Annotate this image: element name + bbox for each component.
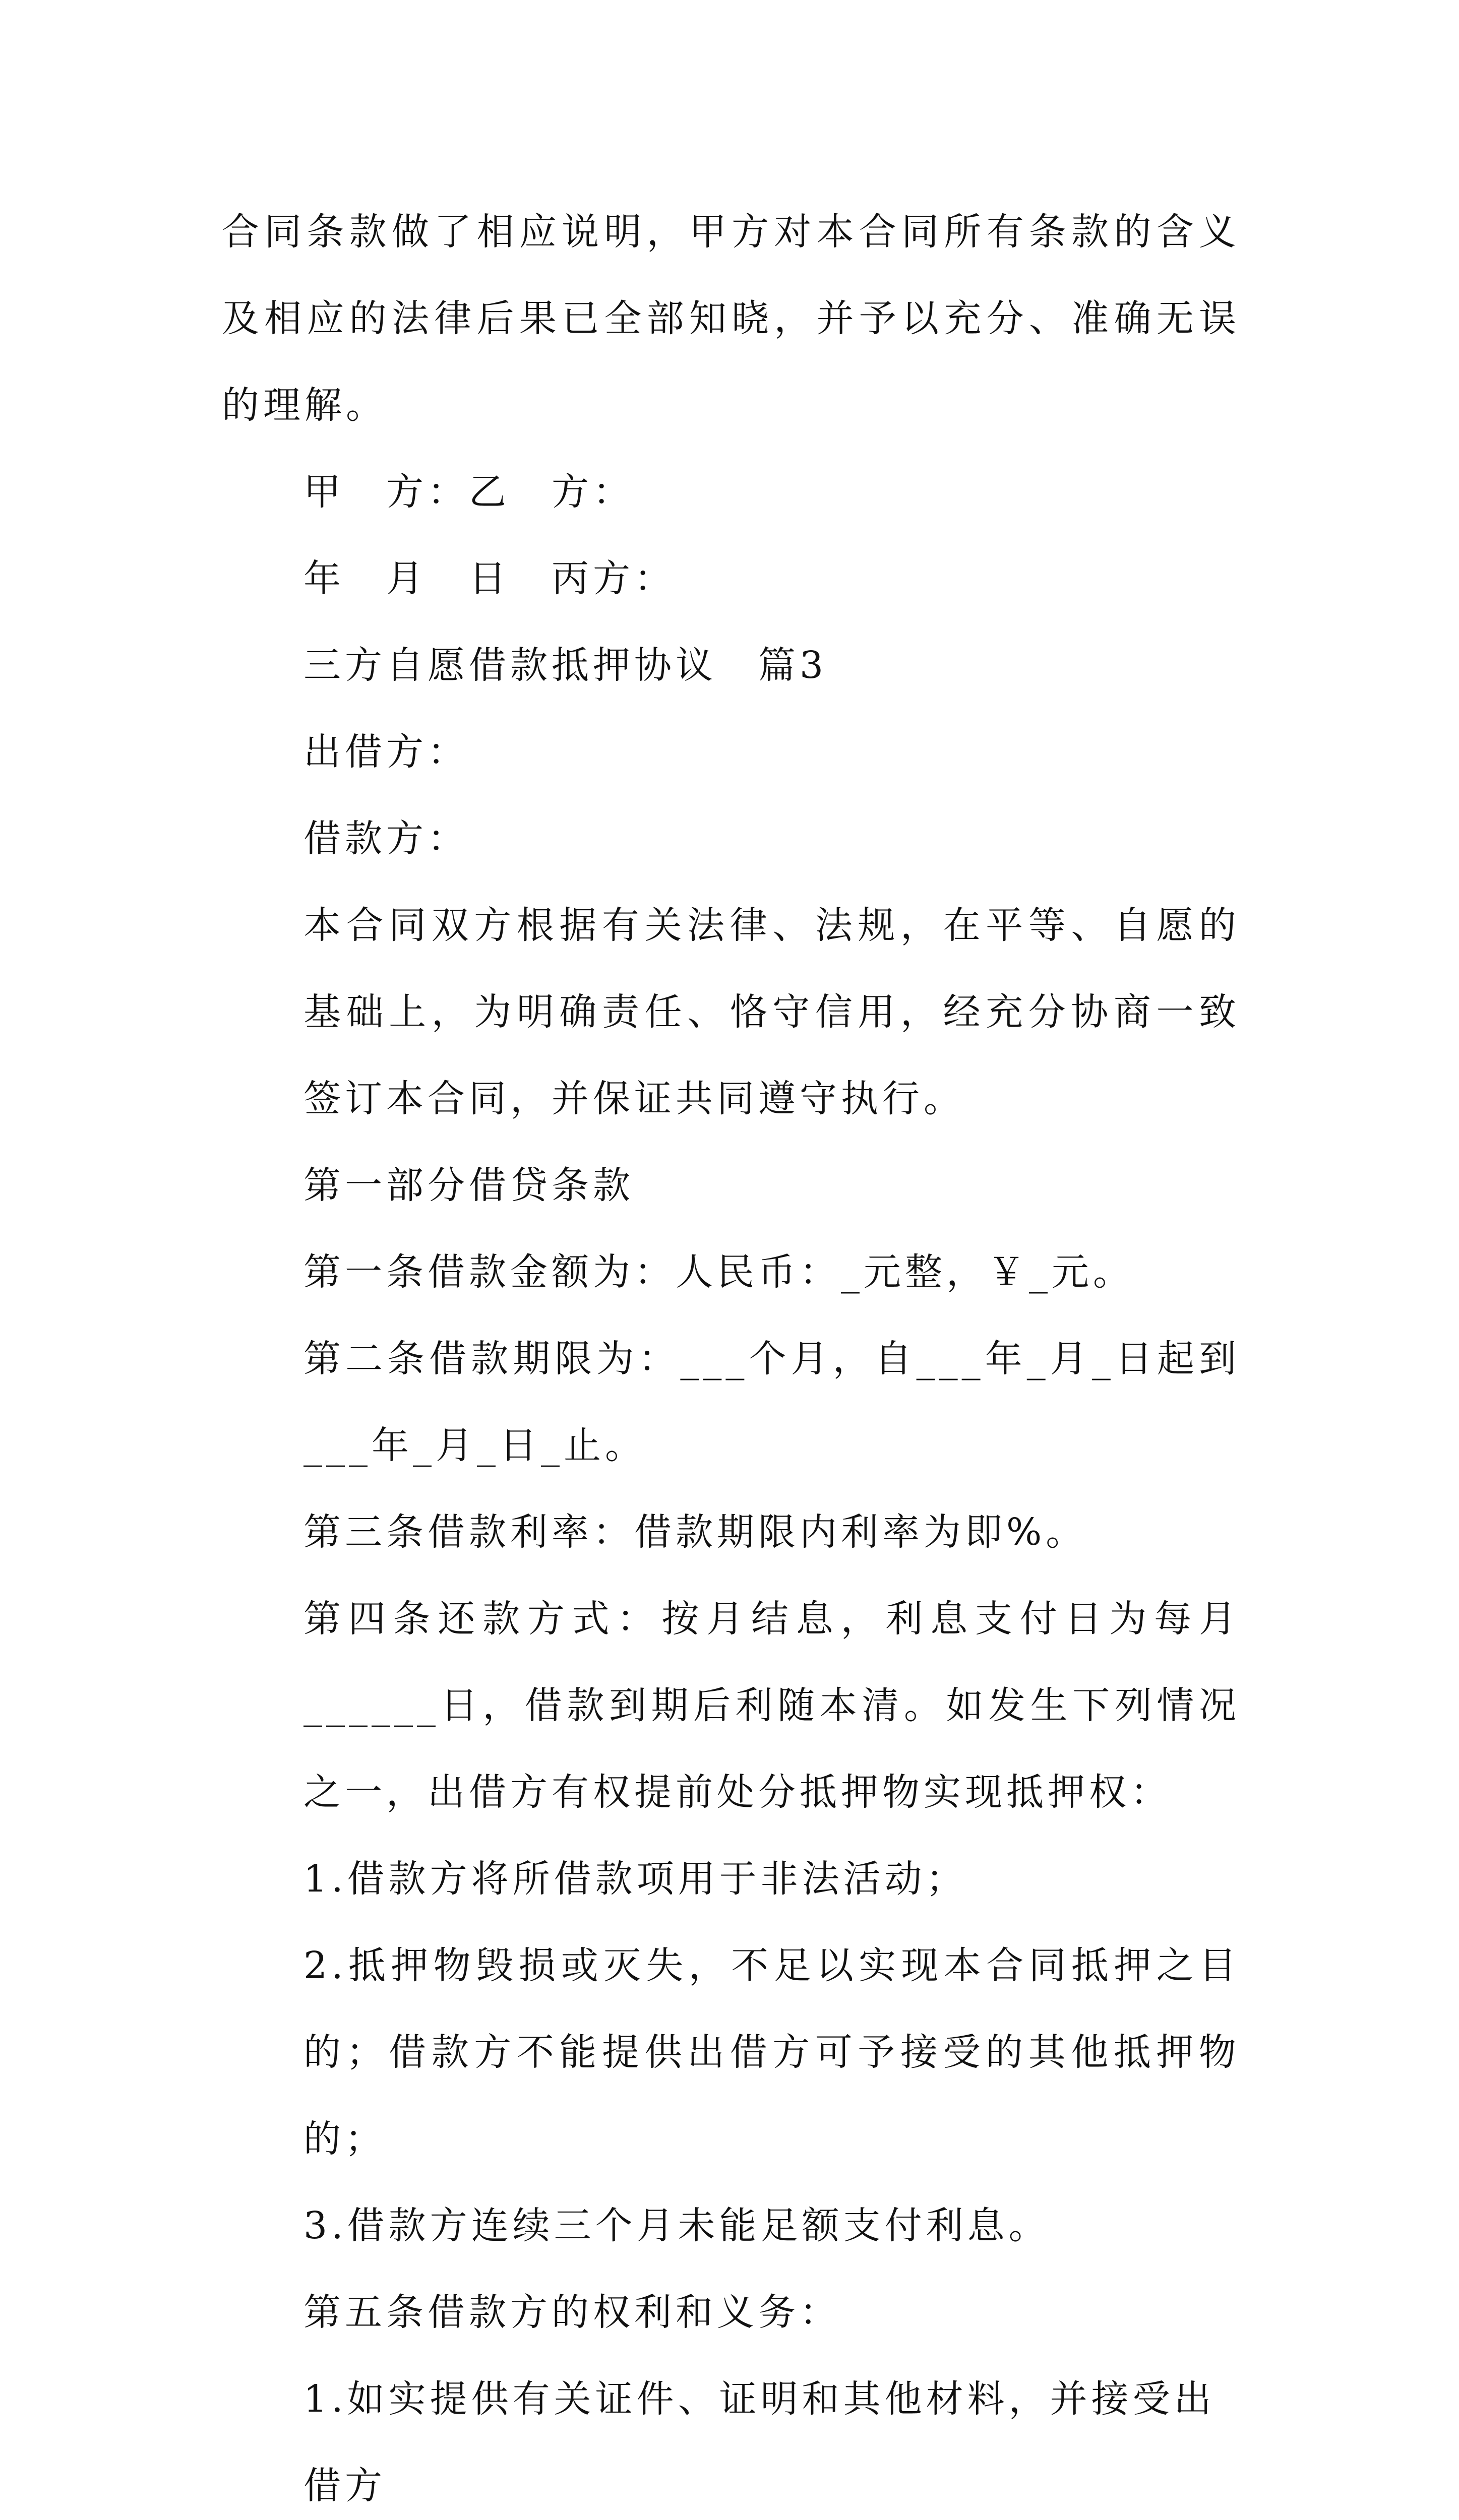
signature-line-party-a-b: 甲 方：乙 方： bbox=[303, 470, 634, 514]
borrower-obligation-1: 1.如实提供有关证件、证明和其他材料，并接受出借方 bbox=[303, 2377, 1215, 2507]
paragraph-preamble: 本合同双方根据有关法律、法规，在平等、自愿的基础上，为明确责任、恪守信用，经充分协商一致签订本合同，并保证共同遵守执行。 bbox=[303, 904, 1240, 1120]
article-2-loan-term: 第二条借款期限为：___个月，自___年_月_日起到___年_月_日_止。 bbox=[303, 1337, 1240, 1467]
lender-label: 出借方： bbox=[303, 730, 469, 774]
document-body bbox=[222, 188, 1240, 2520]
list-item-1: 1.借款方将所借款项用于非法活动； bbox=[303, 1857, 967, 1901]
article-3-interest-rate: 第三条借款利率：借款期限内利率为即%。 bbox=[303, 1510, 1087, 1554]
signature-line-date-party-c: 年 月 日 丙方： bbox=[303, 557, 676, 600]
section-title: 三方自愿借款抵押协议 篇3 bbox=[303, 644, 828, 687]
article-1-loan-amount: 第一条借款金额为：人民币：_元整，￥_元。 bbox=[303, 1250, 1134, 1294]
list-item-3: 3.借款方连续三个月未能足额支付利息。 bbox=[303, 2204, 1050, 2247]
paragraph-contract-explanation: 合同条款做了相应说明，甲方对本合同所有条款的含义及相应的法律后果已全部知晓，并予以充分、准确无误的理解。 bbox=[222, 210, 1240, 427]
article-4-repayment: 第四条还款方式：按月结息，利息支付日为每月______日，借款到期后利随本清。如发生下列情况之一，出借方有权提前处分抵押物实现抵押权： bbox=[303, 1597, 1240, 1814]
list-item-2: 2.抵押物毁损或灭失，不足以实现本合同抵押之目的；借款方不能提供出借方可予接受的其他抵押物的； bbox=[303, 1944, 1240, 2161]
article-5-borrower-rights: 第五条借款方的权利和义务： bbox=[303, 2291, 841, 2334]
borrower-label: 借款方： bbox=[303, 817, 469, 860]
part-one-heading: 第一部分借贷条款 bbox=[303, 1164, 634, 1207]
